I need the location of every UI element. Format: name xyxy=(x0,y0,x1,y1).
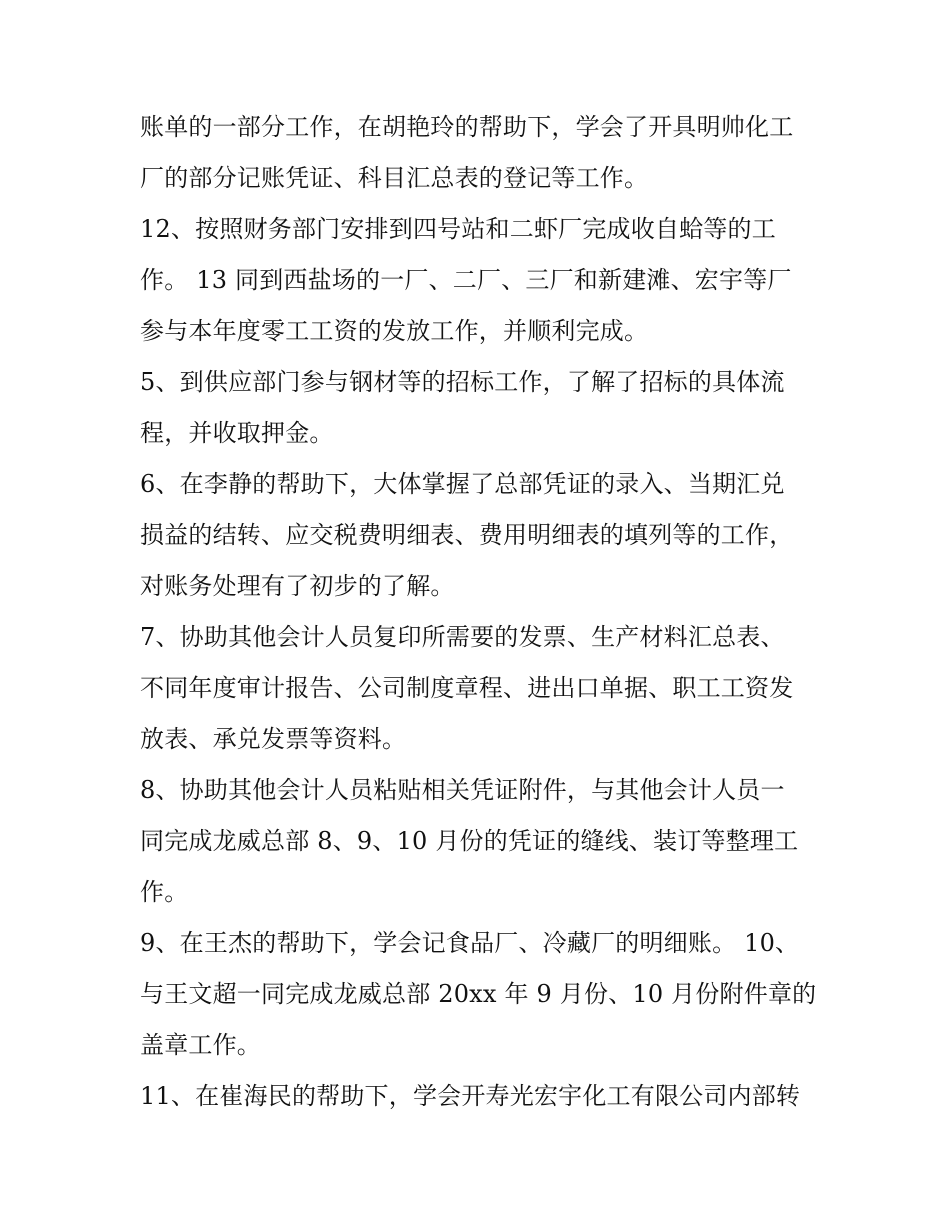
text-line: 5、到供应部门参与钢材等的招标工作，了解了招标的具体流 xyxy=(140,368,785,396)
text-line: 盖章工作。 xyxy=(140,1031,261,1059)
text-line: 对账务处理有了初步的了解。 xyxy=(140,572,455,600)
text-line: 作。 xyxy=(140,878,189,906)
text-line: 12、按照财务部门安排到四号站和二虾厂完成收自蛤等的工 xyxy=(140,215,776,243)
text-line: 与王文超一同完成龙威总部 20xx 年 9 月份、10 月份附件章的 xyxy=(140,980,817,1008)
text-line: 损益的结转、应交税费明细表、费用明细表的填列等的工作， xyxy=(140,521,794,549)
text-line: 程，并收取押金。 xyxy=(140,419,334,447)
text-line: 7、协助其他会计人员复印所需要的发票、生产材料汇总表、 xyxy=(140,623,785,651)
document-body xyxy=(140,102,830,1122)
text-line: 8、协助其他会计人员粘贴相关凭证附件，与其他会计人员一 xyxy=(140,776,785,804)
text-line: 6、在李静的帮助下，大体掌握了总部凭证的录入、当期汇兑 xyxy=(140,470,785,498)
text-line: 9、在王杰的帮助下，学会记食品厂、冷藏厂的明细账。 10、 xyxy=(140,929,800,957)
text-line: 账单的一部分工作，在胡艳玲的帮助下，学会了开具明帅化工 xyxy=(140,113,794,141)
text-line: 作。 13 同到西盐场的一厂、二厂、三厂和新建滩、宏宇等厂 xyxy=(140,266,792,294)
text-line: 同完成龙威总部 8、9、10 月份的凭证的缝线、装订等整理工 xyxy=(140,827,799,855)
text-line: 不同年度审计报告、公司制度章程、进出口单据、职工工资发 xyxy=(140,674,794,702)
text-line: 11、在崔海民的帮助下，学会开寿光宏宇化工有限公司内部转 xyxy=(140,1082,801,1110)
text-line: 厂的部分记账凭证、科目汇总表的登记等工作。 xyxy=(140,164,649,192)
text-line: 放表、承兑发票等资料。 xyxy=(140,725,407,753)
text-line: 参与本年度零工工资的发放工作，并顺利完成。 xyxy=(140,317,649,345)
